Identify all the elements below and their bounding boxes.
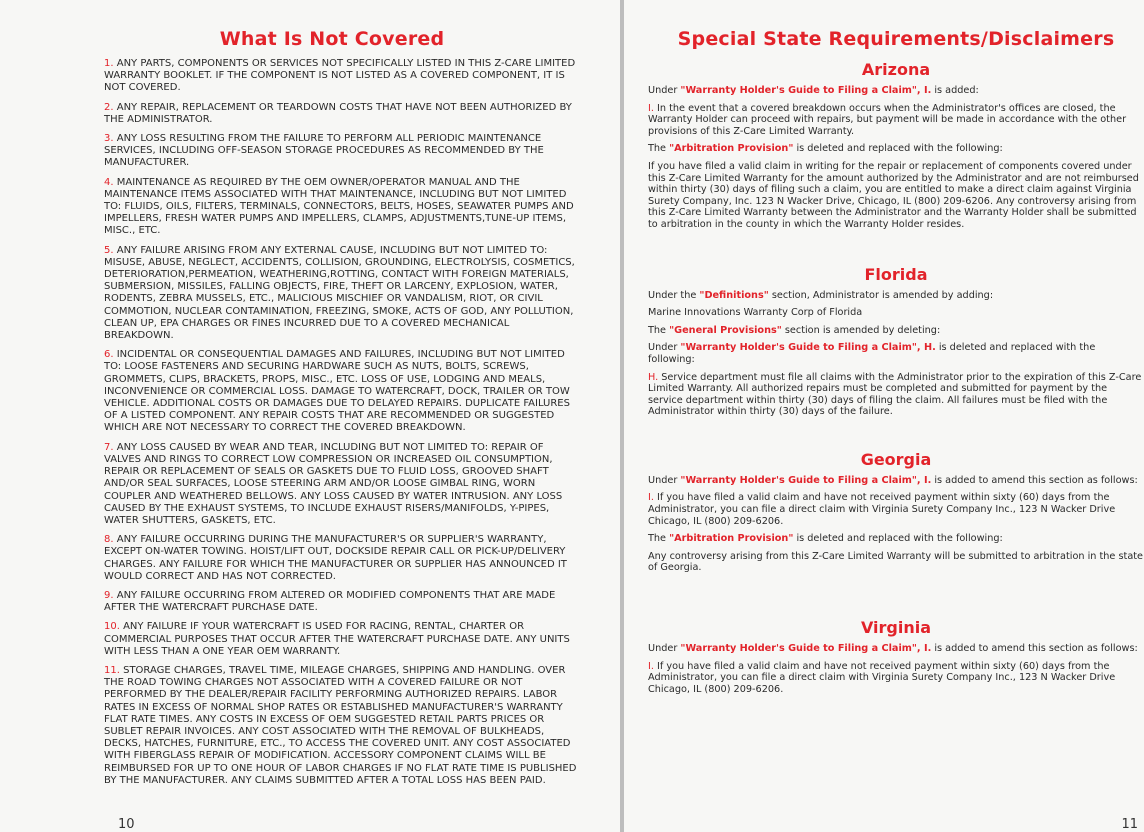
exclusions-list (104, 58, 580, 787)
georgia-para-1: Under "Warranty Holder's Guide to Filing a Claim", I. is added to amend this section as follows: (648, 474, 1138, 486)
exclusion-text: ANY FAILURE OCCURRING FROM ALTERED OR MODIFIED COMPONENTS THAT ARE MADE AFTER THE WATERCRAFT PURCHASE DATE. (104, 589, 556, 614)
exclusion-item (104, 58, 580, 95)
ref-text: "Warranty Holder's Guide to Filing a Claim", I. (680, 474, 932, 486)
georgia-para-3: The "Arbitration Provision" is deleted and replaced with the following: (648, 533, 1003, 545)
ref-text: "Definitions" (699, 289, 769, 301)
ref-text: "Arbitration Provision" (669, 143, 794, 155)
exclusion-text: ANY FAILURE ARISING FROM ANY EXTERNAL CAUSE, INCLUDING BUT NOT LIMITED TO: MISUSE, ABUSE, NEGLECT, ACCIDENTS, COLLISION, GROUNDING, ELECTROLYSIS, COSMETICS, DETERIORATION,PERMEATION, WEATHERING,ROTTING, CONTACT WITH FOREIGN MATERIALS, SUBMERSION, MISSILES, FALLING OBJECTS, FIRE, THEFT OR LARCENY, EXPLOSION, WATER, RODENTS, ZEBRA MUSSELS, ETC., MALICIOUS MISCHIEF OR VANDALISM, RIOT, OR CIVIL COMMOTION, NUCLEAR CONTAMINATION, FREEZING, SMOKE, ACTS OF GOD, ANY POLLUTION, CLEAN UP, EPA CHARGES OR FINES INCURRED DUE TO A COVERED MECHANICAL BREAKDOWN. (104, 244, 575, 342)
ref-text: "Warranty Holder's Guide to Filing a Claim", I. (680, 643, 932, 655)
exclusion-text: STORAGE CHARGES, TRAVEL TIME, MILEAGE CHARGES, SHIPPING AND HANDLING. OVER THE ROAD TOWING CHARGES NOT ASSOCIATED WITH A COVERED FAILURE OR NOT PERFORMED BY THE DEALER/REPAIR FACILITY PERFORMING AUTHORIZED REPAIRS. LABOR RATES IN EXCESS OF NORMAL SHOP RATES OR ESTABLISHED MANUFACTURER'S WARRANTY FLAT RATE TIMES. ANY COSTS IN EXCESS OF OEM SUGGESTED RETAIL PARTS PRICES OR SUBLET REPAIR INVOICES. ANY COST ASSOCIATED WITH THE REMOVAL OF BULKHEADS, DECKS, HATCHES, FURNITURE, ETC., TO ACCESS THE COVERED UNIT. ANY COST ASSOCIATED WITH FIBERGLASS REPAIR OF MODIFICATION. ACCESSORY COMPONENT CLAIMS WILL BE REIMBURSED FOR UP TO ONE HOUR OF LABOR CHARGES IF NO FLAT RATE TIME IS PUBLISHED BY THE MANUFACTURER. ANY CLAIMS SUBMITTED AFTER A TOTAL LOSS HAS BEEN PAID. (104, 664, 577, 786)
arizona-para-2: I. In the event that a covered breakdown occurs when the Administrator's offices are closed, the Warranty Holder can proceed with repairs, but payment will be made in accordance with the other provisions of this Z-Care Limited Warranty. (648, 102, 1127, 137)
exclusion-number: 2. (104, 101, 114, 113)
page-number-right: 11 (1121, 817, 1138, 832)
exclusion-number: 10. (104, 621, 120, 633)
heading-arizona: Arizona (861, 60, 931, 79)
exclusion-item (104, 349, 580, 434)
section-virginia (648, 618, 1144, 695)
exclusion-item (104, 621, 580, 658)
florida-para-5: H. Service department must file all claims with the Administrator prior to the expiration of this Z-Care Limited Warranty. All authorized repairs must be completed and submitted for payment by the service department within thirty (30) days of filing the claim. All failures must be filed with the Administrator within thirty (30) days of the failure. (648, 371, 1142, 418)
ref-text: "General Provisions" (669, 324, 782, 336)
exclusion-text: ANY FAILURE IF YOUR WATERCRAFT IS USED FOR RACING, RENTAL, CHARTER OR COMMERCIAL PURPOSES THAT OCCUR AFTER THE WATERCRAFT PURCHASE DATE. ANY UNITS WITH LESS THAN A ONE YEAR OEM WARRANTY. (104, 621, 570, 657)
arizona-para-3: The "Arbitration Provision" is deleted and replaced with the following: (648, 143, 1003, 155)
virginia-para-1: Under "Warranty Holder's Guide to Filing a Claim", I. is added to amend this section as follows: (648, 643, 1138, 655)
exclusion-item (104, 534, 580, 583)
exclusion-item (104, 442, 580, 527)
heading-florida: Florida (864, 264, 928, 284)
arizona-para-1: Under "Warranty Holder's Guide to Filing a Claim", I. is added: (648, 85, 979, 96)
page-title-not-covered: What Is Not Covered (219, 28, 445, 50)
exclusion-item (104, 245, 580, 343)
heading-virginia: Virginia (860, 618, 932, 638)
exclusion-text: ANY PARTS, COMPONENTS OR SERVICES NOT SPECIFICALLY LISTED IN THIS Z-CARE LIMITED WARRANTY BOOKLET. IF THE COMPONENT IS NOT LISTED AS A COVERED COMPONENT, IT IS NOT COVERED. (104, 58, 576, 94)
exclusion-item (104, 133, 580, 170)
ref-text: "Arbitration Provision" (669, 533, 794, 545)
exclusion-number: 9. (104, 589, 114, 601)
section-florida (648, 265, 1144, 418)
ref-text: "Warranty Holder's Guide to Filing a Claim", I. (680, 85, 932, 96)
florida-para-3: The "General Provisions" section is amended by deleting: (648, 324, 941, 336)
section-georgia (648, 450, 1144, 574)
exclusion-item (104, 665, 580, 787)
exclusion-text: INCIDENTAL OR CONSEQUENTIAL DAMAGES AND FAILURES, INCLUDING BUT NOT LIMITED TO: LOOSE FASTENERS AND SECURING HARDWARE SUCH AS NUTS, BOLTS, SCREWS, GROMMETS, CLIPS, BRACKETS, PROPS, MISC., ETC. LOSS OF USE, LODGING AND MEALS, INCONVENIENCE OR COMMERCIAL LOSS. DAMAGE TO WATERCRAFT, DOCK, TRAILER OR TOW VEHICLE. ADDITIONAL COSTS OR DAMAGES DUE TO DELAYED REPAIRS. DUPLICATE FAILURES OF A LISTED COMPONENT. ANY REPAIR COSTS THAT ARE RECOMMENDED OR SUGGESTED WHICH ARE NOT NECESSARY TO CORRECT THE COVERED BREAKDOWN. (104, 349, 570, 434)
right-page (624, 0, 1144, 832)
exclusion-text: ANY REPAIR, REPLACEMENT OR TEARDOWN COSTS THAT HAVE NOT BEEN AUTHORIZED BY THE ADMINISTRATOR. (104, 101, 572, 125)
florida-para-1: Under the "Definitions" section, Administrator is amended by adding: (648, 289, 994, 301)
exclusion-item (104, 102, 580, 126)
georgia-para-2: I. If you have filed a valid claim and have not received payment within sixty (60) days from the Administrator, you can file a direct claim with Virginia Surety Company Inc., 123 N Wacker Drive Chicago, IL (800) 209-6206. (648, 492, 1116, 527)
exclusion-item (104, 590, 580, 614)
exclusion-text: ANY LOSS CAUSED BY WEAR AND TEAR, INCLUDING BUT NOT LIMITED TO: REPAIR OF VALVES AND RINGS TO CORRECT LOW COMPRESSION OR INCREASED OIL CONSUMPTION, REPAIR OR REPLACEMENT OF SEALS OR GASKETS DUE TO FLUID LOSS, GROOVED SHAFT AND/OR SEAL SURFACES, LOOSE STEERING ARM AND/OR LOOSE GIMBAL RING, WORN COUPLER AND WEATHERED BELLOWS. ANY LOSS CAUSED BY WATER INTRUSION. ANY LOSS CAUSED BY THE EXHAUST SYSTEMS, TO INCLUDE EXHAUST RISERS/MANIFOLDS, Y-PIPES, WATER SHUTTERS, GASKETS, ETC. (104, 441, 563, 526)
exclusion-number: 1. (104, 58, 114, 69)
florida-para-2: Marine Innovations Warranty Corp of Florida (648, 307, 863, 319)
exclusion-number: 5. (104, 244, 114, 256)
exclusion-text: ANY FAILURE OCCURRING DURING THE MANUFACTURER'S OR SUPPLIER'S WARRANTY, EXCEPT ON-WATER TOWING. HOIST/LIFT OUT, DOCKSIDE REPAIR CALL OR PICK-UP/DELIVERY CHARGES. ANY FAILURE FOR WHICH THE MANUFACTURER OR SUPPLIER HAS ANNOUNCED IT WOULD CORRECT AND HAS NOT CORRECTED. (104, 534, 567, 582)
georgia-para-4: Any controversy arising from this Z-Care Limited Warranty will be submitted to arbitration in the state of Georgia. (648, 550, 1144, 574)
arizona-para-4: If you have filed a valid claim in writing for the repair or replacement of components covered under this Z-Care Limited Warranty for the amount authorized by the Administrator and are not reimbursed within thirty (30) days of filing such a claim, you are entitled to make a direct claim against Virginia Surety Company, Inc. 123 N Wacker Drive, Chicago, IL (800) 209-6206. Any controversy arising from this Z-Care Limited Warranty between the Administrator and the Warranty Holder shall be submitted to arbitration in the county in which the Warranty Holder resides. (648, 160, 1139, 230)
page-title-state-requirements: Special State Requirements/Disclaimers (677, 28, 1115, 50)
section-arizona (648, 60, 1144, 231)
page-number-left: 10 (118, 817, 135, 832)
exclusion-number: 8. (104, 534, 114, 546)
exclusion-number: 7. (104, 441, 114, 453)
exclusion-number: 11. (104, 664, 120, 676)
virginia-para-2: I. If you have filed a valid claim and have not received payment within sixty (60) days from the Administrator, you can file a direct claim with Virginia Surety Company Inc., 123 N Wacker Drive Chicago, IL (800) 209-6206. (648, 660, 1116, 695)
exclusion-number: 3. (104, 133, 114, 145)
exclusion-number: 6. (104, 349, 114, 361)
exclusion-text: MAINTENANCE AS REQUIRED BY THE OEM OWNER/OPERATOR MANUAL AND THE MAINTENANCE ITEMS ASSOCIATED WITH THAT MAINTENANCE, INCLUDING BUT NOT LIMITED TO: FLUIDS, OILS, FILTERS, TERMINALS, CONNECTORS, BELTS, HOSES, SEAWATER PUMPS AND IMPELLERS, FRESH WATER PUMPS AND IMPELLERS, CLAMPS, ADJUSTMENTS,TUNE-UP ITEMS, MISC., ETC. (104, 176, 574, 237)
exclusion-number: 4. (104, 176, 114, 188)
heading-georgia: Georgia (860, 449, 932, 469)
florida-para-4: Under "Warranty Holder's Guide to Filing a Claim", H. is deleted and replaced with the following: (648, 342, 1096, 365)
ref-text: "Warranty Holder's Guide to Filing a Claim", H. (680, 342, 936, 354)
exclusion-item (104, 177, 580, 238)
exclusion-text: ANY LOSS RESULTING FROM THE FAILURE TO PERFORM ALL PERIODIC MAINTENANCE SERVICES, INCLUDING OFF-SEASON STORAGE PROCEDURES AS RECOMMENDED BY THE MANUFACTURER. (104, 133, 544, 169)
